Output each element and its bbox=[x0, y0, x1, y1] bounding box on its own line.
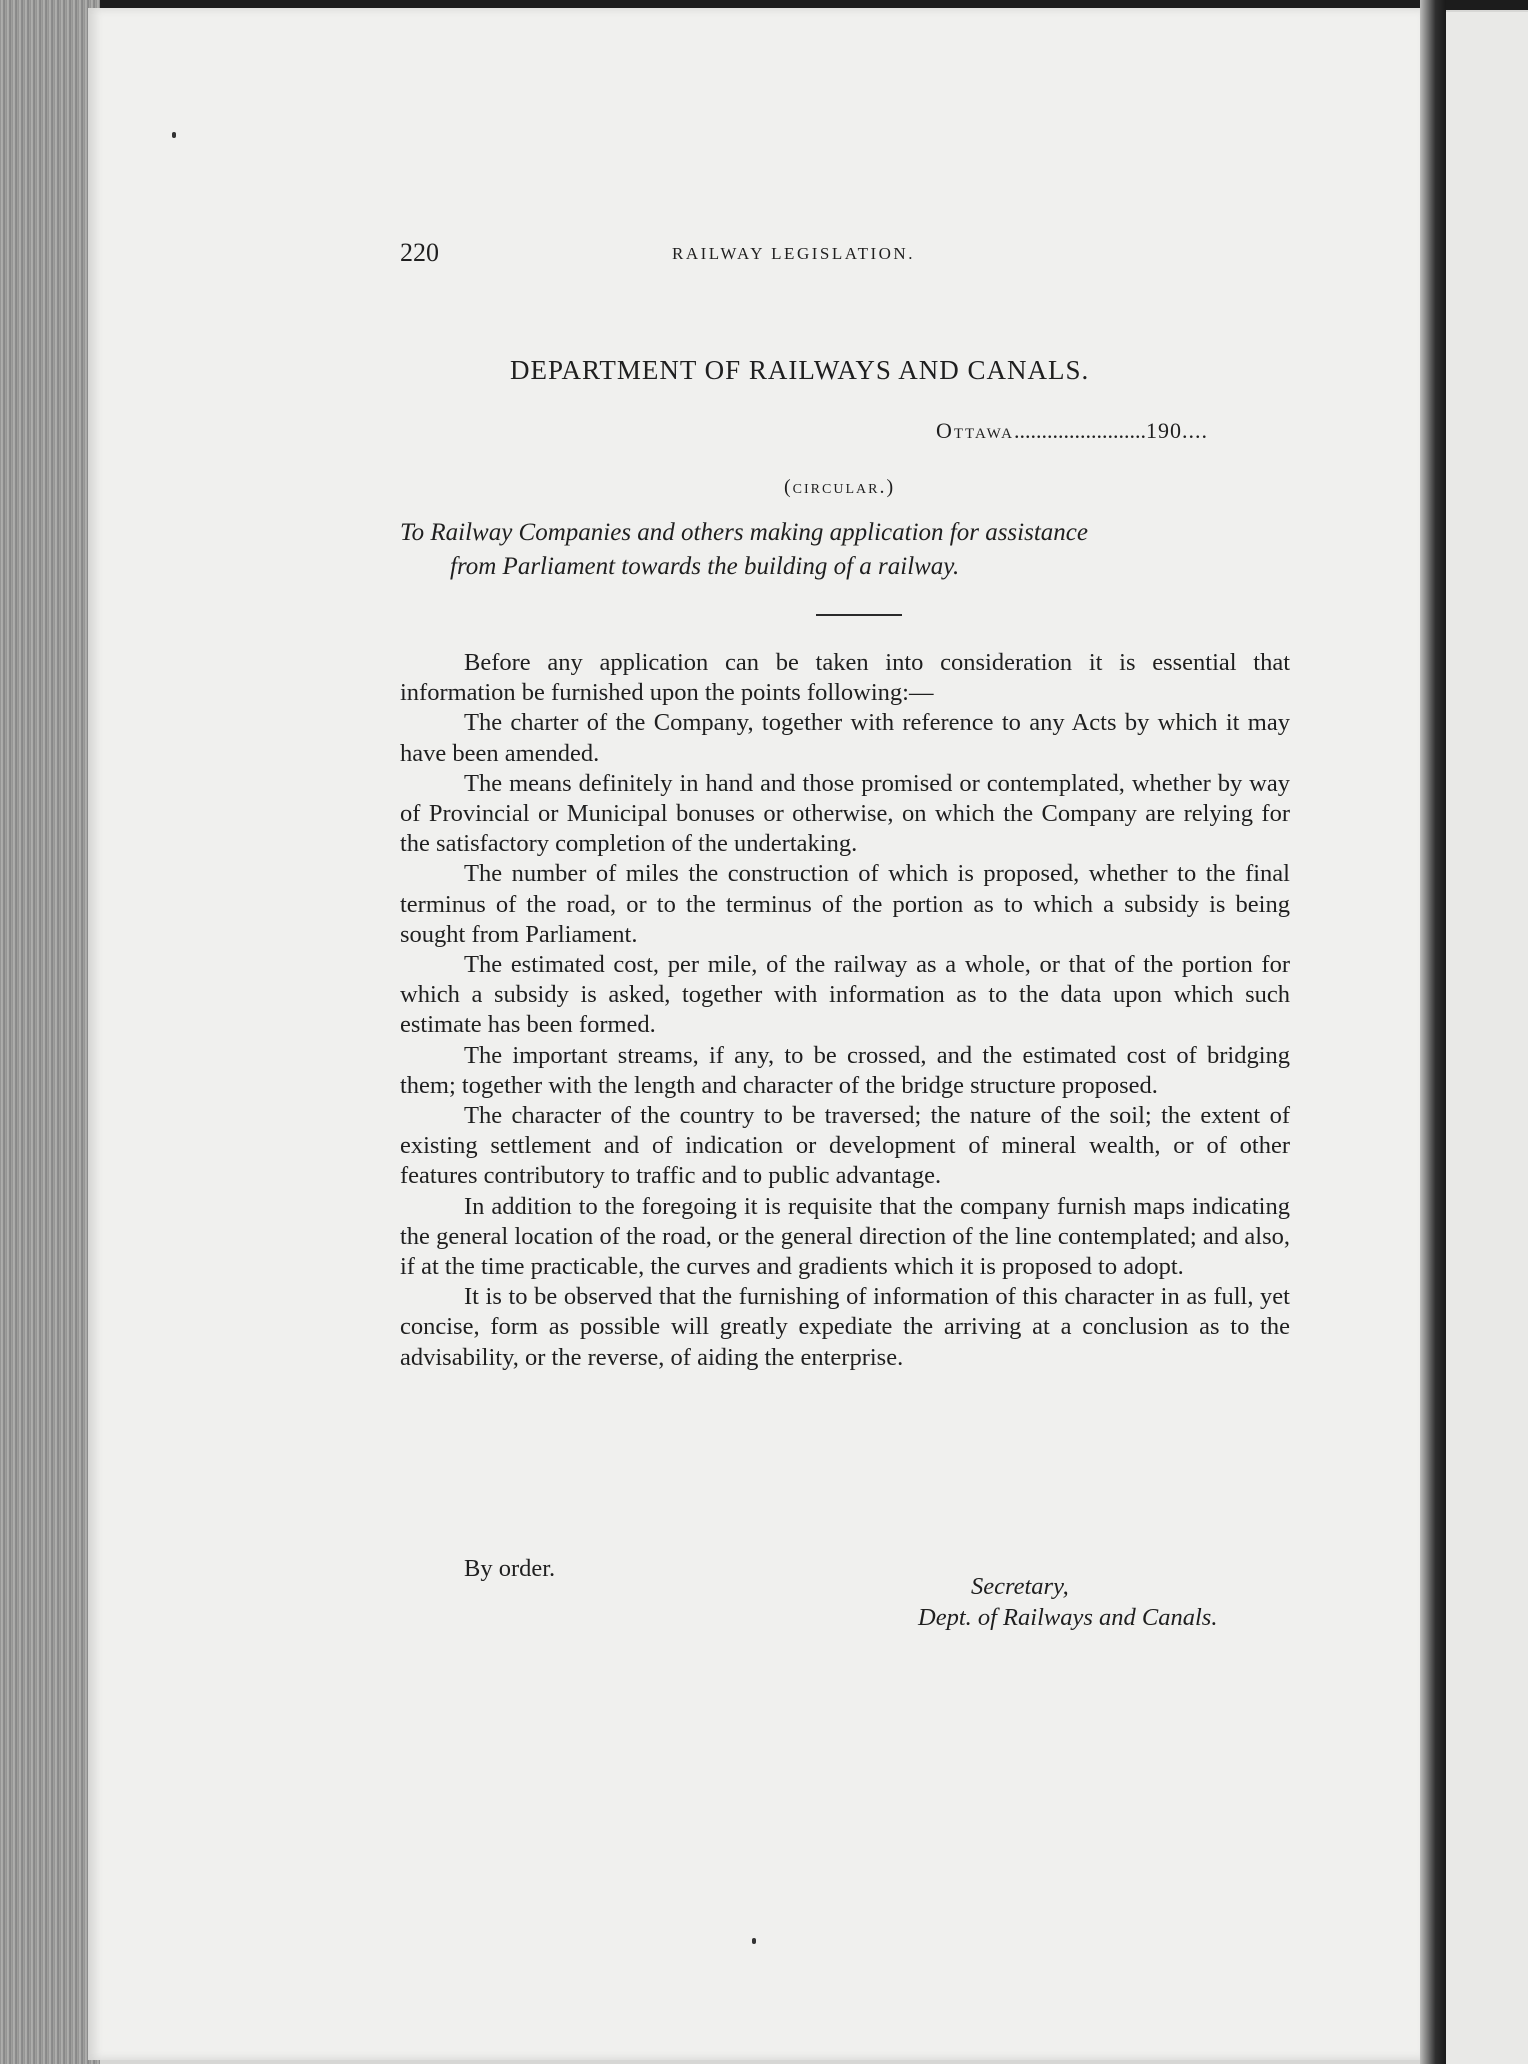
paragraph: The estimated cost, per mile, of the railway as a whole, or that of the portion for which a subsidy is asked, together with information as to the data upon which such estimate has been formed. bbox=[400, 951, 1290, 1039]
paragraph: The number of miles the construction of which is proposed, whether to the final terminus of the road, or to the terminus of the portion as to which a subsidy is being sought from Parliament. bbox=[400, 860, 1290, 948]
document-heading: DEPARTMENT OF RAILWAYS AND CANALS. bbox=[510, 355, 1090, 385]
book-page-edges bbox=[0, 0, 100, 2064]
running-head bbox=[400, 238, 1290, 278]
scan-speck bbox=[752, 1938, 756, 1944]
addressee-line-2: from Parliament towards the building of a railway. bbox=[450, 553, 960, 580]
addressee-line-1: To Railway Companies and others making application for assistance bbox=[400, 519, 1088, 546]
addressee-block bbox=[400, 516, 1290, 584]
section-divider bbox=[816, 614, 902, 616]
running-title: RAILWAY LEGISLATION. bbox=[672, 244, 915, 263]
circular-label: (circular.) bbox=[784, 476, 896, 498]
paragraph: In addition to the foregoing it is requisite that the company furnish maps indicating the general location of the road, or the general direction of the line contemplated; and also, if at the time practicable, the curves and gradients which it is proposed to adopt. bbox=[400, 1192, 1290, 1281]
paragraph: The character of the country to be traversed; the nature of the soil; the extent of existing settlement and of indication or development of mineral wealth, or of other features contributory to traffic and to public advantage. bbox=[400, 1102, 1290, 1190]
closing-by-order: By order. bbox=[464, 1555, 556, 1582]
date-year: 190.... bbox=[1145, 418, 1208, 443]
paragraph: The means definitely in hand and those promised or contemplated, whether by way of Provincial or Municipal bonuses or otherwise, on which the Company are relying for the satisfactory completion of the undertaking. bbox=[400, 769, 1290, 858]
paragraph: Before any application can be taken into consideration it is essential that information be furnished upon the points following:— bbox=[400, 649, 1290, 707]
signature-title: Secretary, bbox=[971, 1573, 1069, 1600]
book-gutter bbox=[1420, 0, 1446, 2064]
scan-speck bbox=[172, 132, 176, 138]
date-blank: ........................ bbox=[1013, 418, 1146, 443]
place-date-line bbox=[936, 418, 1208, 444]
paragraph: It is to be observed that the furnishing of information of this character in as full, yet concise, form as possible will greatly expediate the arriving at a conclusion as to the advisability, or the reverse, of aiding the enterprise. bbox=[400, 1283, 1290, 1371]
place-name: Ottawa bbox=[936, 418, 1014, 443]
paragraph: The charter of the Company, together with reference to any Acts by which it may have been amended. bbox=[400, 709, 1290, 767]
page-number: 220 bbox=[400, 238, 439, 267]
facing-page-edge bbox=[1446, 12, 1528, 2064]
paragraph: The important streams, if any, to be crossed, and the estimated cost of bridging them; together with the length and character of the bridge structure proposed. bbox=[400, 1041, 1290, 1099]
body-text bbox=[400, 648, 1290, 1373]
signature-department: Dept. of Railways and Canals. bbox=[918, 1604, 1218, 1631]
